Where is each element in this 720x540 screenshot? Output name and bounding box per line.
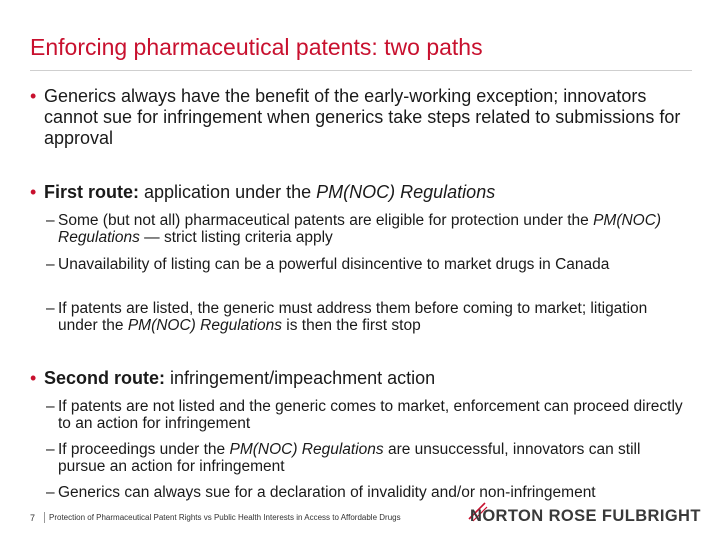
bullet-italic: PM(NOC) Regulations: [316, 182, 496, 202]
bullet-second-route: [30, 368, 690, 389]
dash-marker: –: [46, 484, 55, 501]
sub-bullet: [46, 484, 686, 501]
sub-bullet: [46, 300, 686, 334]
italic-part: PM(NOC) Regulations: [58, 212, 662, 246]
company-logo-text: NORTON ROSE FULBRIGHT: [470, 507, 701, 525]
text-part: are unsuccessful, innovators can still pursue an action for infringement: [58, 441, 641, 475]
bullet-first-route: [30, 182, 690, 203]
bullet-text-part: infringement/impeachment action: [165, 368, 436, 388]
dash-marker: –: [46, 300, 55, 317]
dash-marker: –: [46, 212, 55, 229]
bullet-text: Generics always have the benefit of the early-working exception; innovators cannot sue for infringement when generics take steps related to submissions for approval: [44, 86, 681, 148]
page-number: 7: [30, 513, 36, 523]
text-part: If patents are listed, the generic must address them before coming to market; litigation under the: [58, 300, 648, 334]
sub-bullet: [46, 256, 686, 273]
dash-marker: –: [46, 398, 55, 415]
bullet-text: [30, 182, 690, 203]
sub-bullet: [46, 398, 686, 432]
bullet-marker: •: [30, 368, 37, 388]
slide-title: Enforcing pharmaceutical patents: two paths: [30, 34, 483, 60]
bullet-early-working: [30, 86, 690, 149]
bullet-marker: •: [30, 86, 37, 106]
sub-bullet-text: Generics can always sue for a declaration of invalidity and/or non-infringement: [58, 484, 596, 501]
text-part: Some (but not all) pharmaceutical patents are eligible for protection under the: [58, 212, 594, 229]
bullet-text-part: application under the: [139, 182, 317, 202]
sub-bullet-text: If patents are not listed and the generic comes to market, enforcement can proceed directly to an action for infringement: [58, 398, 683, 432]
text-part: is then the first stop: [282, 317, 421, 334]
sub-bullet-text: [46, 212, 686, 246]
sub-bullet-text: Unavailability of listing can be a powerful disincentive to market drugs in Canada: [58, 256, 610, 273]
dash-marker: –: [46, 441, 55, 458]
text-part: — strict listing criteria apply: [139, 229, 333, 246]
footer-divider: [44, 512, 45, 523]
italic-part: PM(NOC) Regulations: [127, 317, 282, 334]
sub-bullet-text: [46, 441, 686, 475]
bullet-heading: First route:: [44, 182, 140, 202]
title-divider: [30, 70, 692, 71]
bullet-marker: •: [30, 182, 37, 202]
text-part: If proceedings under the: [58, 441, 230, 458]
footer-caption: Protection of Pharmaceutical Patent Rights vs Public Health Interests in Access to Affordable Drugs: [49, 513, 401, 522]
italic-part: PM(NOC) Regulations: [229, 441, 384, 458]
bullet-text: [30, 368, 690, 389]
sub-bullet: [46, 441, 686, 475]
sub-bullet-text: [46, 300, 686, 334]
dash-marker: –: [46, 256, 55, 273]
sub-bullet: [46, 212, 686, 246]
bullet-heading: Second route:: [44, 368, 166, 388]
